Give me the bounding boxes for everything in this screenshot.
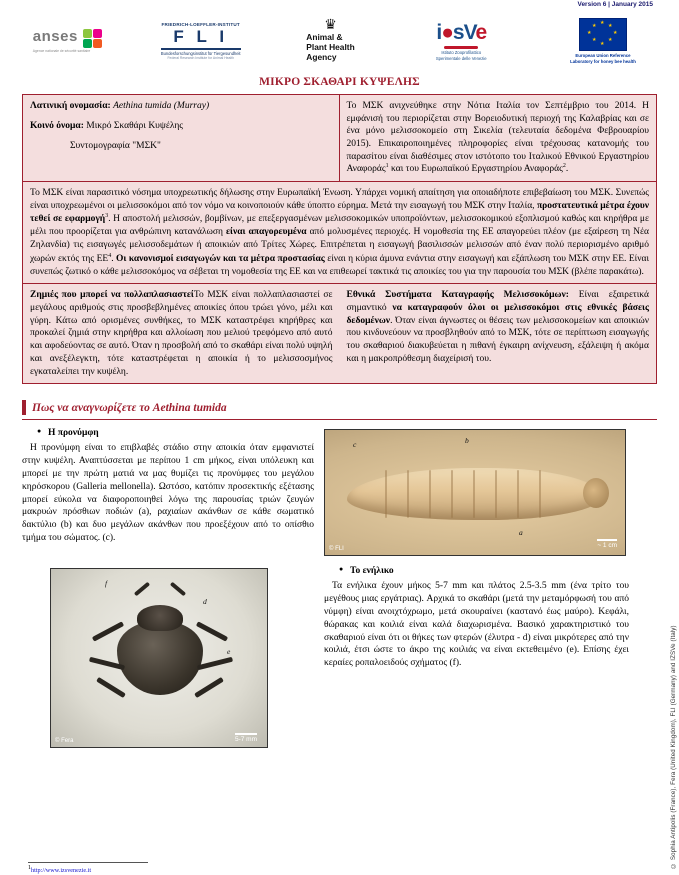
registration-cell — [340, 284, 658, 384]
status-text-main: Το ΜΣΚ ανιχνεύθηκε στην Νότια Ιταλία τον Σεπτέμβριο του 2014. Η εμφάνισή του περιορίζεται στην Βορειοδυτική περιοχή της Καλαβρίας και σε ένα μόνο μελισσοκομείο στη Σικελία (τελευταία δεδομένα Φεβρουαρίου 2015). Επικαιροποιημένες πληροφορίες είναι τρέχουσας κατανομής του παρασίτου είναι διαθέσιμες στον ιστότοπο του Ιταλικού Εθνικού Εργαστηρίου Αναφοράς — [346, 101, 649, 175]
registration-text-2: . Όταν είναι άγνωστες οι θέσεις των μελισσοκομείων και αποικιών που κινδυνεύουν να προσβληθούν από το ΜΣΚ, τότε σε περίπτωση εισαγωγής του σκαθαριού διακυβεύεται η πιθανή έγκαιρη ανίχνευση, εξάλειψη ή ακόμα και η μακροπρόθεσμη διαχείρισή του. — [346, 315, 649, 364]
adult-image-column — [22, 564, 314, 748]
legal-block — [22, 182, 657, 284]
common-name-value: Μικρό Σκαθάρι Κυψέλης — [86, 120, 184, 131]
status-sup-2: 2 — [562, 163, 566, 170]
version-label: Version 6 | January 2015 — [577, 1, 653, 8]
apha-line3: Agency — [306, 51, 337, 62]
apha-logo — [288, 14, 374, 68]
logo-bar — [22, 13, 657, 69]
fli-rule — [161, 48, 241, 50]
damage-cell — [22, 284, 340, 384]
footnote-url[interactable]: http://www.izsvenezie.it — [31, 867, 92, 874]
legal-sup-1: 3 — [105, 213, 109, 220]
status-text-mid: και του Ευρωπαϊκού Εργαστηρίου Αναφοράς — [388, 164, 563, 175]
latin-name-label: Λατινική ονομασία: — [30, 101, 111, 111]
legal-bold-2: είναι απαγορευμένα — [225, 227, 307, 238]
larva-scale-label: ~ 1 cm — [597, 542, 617, 550]
info-cell-status — [340, 94, 658, 182]
registration-bold-1: να καταγραφούν όλοι οι μελισσοκόμοι στις εθνικές βάσεις δεδομένων — [346, 302, 649, 326]
footnote-divider — [28, 862, 148, 863]
adult-photo-credit: © Fera — [55, 738, 74, 745]
adult-row — [22, 564, 657, 748]
legal-bold-3: Οι κανονισμοί εισαγωγών και τα μέτρα προστασίας — [116, 253, 325, 264]
legal-bold-1: προστατευτικά μέτρα έχουν τεθεί σε εφαρμογή — [30, 200, 649, 225]
damage-text: Το ΜΣΚ είναι πολλαπλασιαστεί σε μεγάλους αριθμούς στις προσβεβλημένες αποικίες όπου τρώει γόνο, μέλι και γύρη. Κάτω από ορισμένες συνθήκες, το ΜΣΚ καταστρέφει κηρήθρες και προκαλεί ζημιά στην κηρήθρα και αλλοίωση που μελιού τρεφόμενο από αυτό και αφοδεύοντας σε αυτό. Όταν η προσβολή από το σκαθάρι είναι πολύ υψηλή και ανεξέλεγκτη, τότε καταστρέφεται η αποικία ή το μελισσοσμήνος εγκαταλείπει την κυψέλη. — [30, 290, 333, 377]
izsve-logo-mark: i●sVe — [436, 21, 487, 45]
anses-logo — [22, 14, 114, 68]
beetle-head-shape — [137, 605, 183, 631]
legal-text-4: . — [111, 253, 117, 264]
section-heading-text: Πως να αναγνωρίζετε το Aethina tumida — [32, 401, 227, 414]
adult-label-f: f — [105, 579, 108, 589]
info-table — [22, 94, 657, 182]
larva-row — [22, 426, 657, 556]
eurl-logo — [549, 14, 657, 68]
section-bar-icon — [22, 400, 26, 415]
fli-logo-sub: Bundesforschungsinstitut für Tiergesundheit — [160, 50, 241, 56]
latin-name-value: Aethina tumida (Murray) — [113, 101, 210, 111]
adult-text-column — [324, 564, 629, 670]
adult-scale — [235, 733, 257, 743]
adult-label-e: e — [227, 647, 231, 657]
adult-subheading: ● Το ενήλικο — [350, 566, 629, 576]
status-text-end: . — [565, 164, 569, 175]
larva-scale — [597, 539, 617, 549]
footnote-marker: 1 — [28, 864, 31, 871]
anses-logo-subtitle: Agence nationale de sécurité sanitaire — [32, 49, 91, 54]
damage-lead: Ζημιές που μπορεί να πολλαπλασιαστεί — [30, 290, 194, 301]
larva-photo — [324, 429, 626, 556]
page-title: ΜΙΚΡΟ ΣΚΑΘΑΡΙ ΚΥΨΕΛΗΣ — [259, 76, 420, 88]
larva-text-column — [22, 426, 314, 545]
common-name-label: Κοινό όνομα: — [30, 120, 84, 131]
larva-paragraph: Η προνύμφη είναι το επιβλαβές στάδιο στην αποικία όταν εμφανιστεί στην κυψέλη. Αναπτύσσεται με περίπου 1 cm μήκος, είναι υπόλευκη και μπορεί με την πρώτη ματιά να μας θυμίζει τις προνύμφες του μεγάλου κηρόσκορου (Galleria mellonella). Ωστόσο, κατόπιν προσεκτικής εξέτασης μπορεί εύκολα να διαφοροποιηθεί λόγω της παρουσίας τριών ζευγών μακρυών πρόσθιων ποδιών (a), ραχιαίων ακάνθων σε κάθε σωματικό δακτύλιο (b) και δυο μεγάλων ακάνθων που προεξέχουν από το οπίσθιο τμήμα του σώματος. (c). — [22, 443, 314, 543]
eurl-line1: European Union Reference — [575, 52, 631, 58]
latin-name-row — [30, 100, 332, 113]
adult-paragraph: Τα ενήλικα έχουν μήκος 5-7 mm και πλάτος 2.5-3.5 mm (ένα τρίτο του μεγέθους μιας εργάτριας). Αρχικά το σκαθάρι (μετά την μεταμόρφωσή του από νύμφη) είναι ανοιχτόχρωμο, μετά σκουραίνει (καστανό έως μαύρο). Κεφάλι, θώρακας και κοιλιά είναι καλά διαχωρισμένα. Βασικό χαρακτηριστικό του σκαθαριού είναι ότι οι θήκες των φτερών (έλυτρα - d) είναι μικρότερες από την κοιλιά, έτσι ώστε το άκρο της κοιλιάς να είναι εκτεθειμένο (e). Επίσης έχει κεραίες ροπαλοειδούς σχήματος (f). — [324, 581, 629, 669]
izsve-logo-sub2: Sperimentale delle Venezie — [435, 55, 487, 61]
izsve-red-bar — [444, 46, 478, 49]
adult-photo — [50, 568, 268, 748]
fli-logo-main: F L I — [173, 26, 229, 46]
larva-subheading: ● Η προνύμφη — [48, 428, 314, 438]
apha-logo-text — [306, 33, 354, 62]
beetle-body-shape — [117, 621, 203, 695]
anses-squares-icon — [83, 29, 103, 49]
registration-text-1: Είναι εξαιρετικά σημαντικό — [346, 290, 649, 313]
legal-sup-2: 4 — [108, 252, 112, 259]
adult-scale-label: 5-7 mm — [234, 736, 257, 744]
apha-line2: Plant Health — [306, 42, 355, 52]
damage-paragraph — [30, 289, 333, 378]
common-name-row — [30, 120, 332, 133]
status-paragraph — [347, 100, 650, 176]
larva-label-c: c — [353, 440, 357, 450]
abbrev-row — [30, 140, 332, 153]
izsve-logo — [401, 14, 521, 68]
larva-label-a: a — [519, 528, 523, 538]
fli-logo-top: FRIEDRICH-LOEFFLER-INSTITUT — [161, 21, 240, 27]
side-credit: © Sophia Antipolis (France), Fera (United Kingdom), FLI (Germany) and IZSVe (Italy) — [670, 625, 677, 869]
fli-logo — [142, 14, 260, 68]
anses-logo-text: anses — [32, 28, 78, 46]
info-cell-names — [22, 94, 340, 182]
legal-text-1: Το ΜΣΚ είναι παρασιτικό νόσημα υποχρεωτικής δήλωσης στην Ευρωπαϊκή Ένωση. Υπάρχει νομική απαίτηση για οποιαδήποτε επιβεβαίωση του ΜΣΚ. Συνεπώς είναι υποχρεωμένοι οι μελισσοκόμοι από τον νόμο να κοινοποιούν κάθε ύποπτο εύρημα. Μετά την εισαγωγή του ΜΣΚ στην Ιταλία, — [30, 187, 649, 211]
crown-icon: ♛ — [324, 18, 337, 34]
fli-logo-sub2: Federal Research Institute for Animal Health — [167, 55, 235, 60]
larva-head-shape — [583, 478, 609, 508]
footnote[interactable] — [28, 865, 91, 874]
section-heading — [22, 400, 657, 415]
legal-text-3: από μολυσμένες περιοχές. Η νομοθεσία της ΕΕ απαγορεύει πλέον (με εξαίρεση τη Νέα Ζηλανδία) τις εισαγωγές μελισσοδεμάτων ή αποικιών από Τρίτες Χώρες. Επιτρέπεται η εισαγωγή βασιλισσών μελισσών από έναν πολύ περιορισμένο αριθμό χωρών εκτός της ΕΕ — [30, 227, 649, 264]
two-column-block — [22, 284, 657, 384]
section-divider — [22, 419, 657, 420]
eurl-line2: Laboratory for honey bee health — [570, 58, 636, 64]
izsve-logo-sub1: Istituto Zooprofilattico — [441, 50, 482, 56]
adult-label-d: d — [203, 597, 207, 607]
legal-text-2: . Η αποστολή μελισσών, βομβίνων, με επεξεργασμένων μελισσοκομικών υποπροϊόντων, μελισσοκομικού εξοπλισμού καθώς και κηρήθρα με μέλι που προορίζεται για ανθρώπινη κατανάλωση — [30, 214, 649, 238]
abbrev-value: Συντομογραφία "ΜΣΚ" — [70, 140, 161, 151]
legal-text-5: είναι η κύρια άμυνα ενάντια στην εισαγωγή και εξάπλωση του ΜΣΚ στην ΕΕ. Είναι συνεπώς ζωτικό ο κάθε μελισσοκόμος να σέβεται τη νομοθεσία της ΕΕ και να επιθεωρεί τακτικά τις αποικίες του για την παρουσία του ΜΣΚ (βλέπε παρακάτω). — [30, 253, 650, 277]
apha-line1: Animal & — [306, 32, 343, 43]
larva-photo-credit: © FLI — [329, 546, 344, 553]
status-sup-1: 1 — [385, 163, 389, 170]
larva-label-b: b — [465, 436, 469, 446]
registration-lead: Εθνικά Συστήματα Καταγραφής Μελισσοκόμων: — [346, 290, 569, 301]
eu-flag-icon: ★ ★ ★ ★ ★ ★ ★ ★ — [579, 18, 627, 51]
registration-paragraph — [347, 289, 650, 365]
larva-image-column — [324, 426, 629, 556]
